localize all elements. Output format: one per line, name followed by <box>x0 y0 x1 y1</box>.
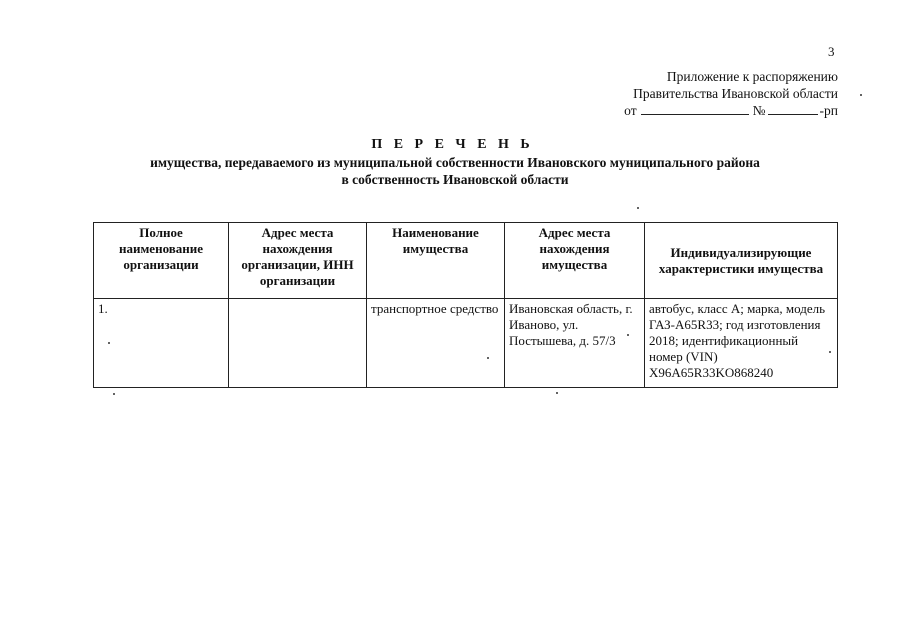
scan-speck <box>829 351 831 353</box>
appendix-header <box>560 68 838 119</box>
subtitle-line-1: имущества, передаваемого из муниципальной собственности Ивановского муниципального района <box>150 155 760 170</box>
appendix-number-label: № <box>752 103 766 118</box>
header-property-address: Адрес места нахождения имущества <box>505 223 645 299</box>
document-subtitle <box>110 154 800 188</box>
cell-property-name: транспортное средство <box>367 299 505 388</box>
appendix-line-2: Правительства Ивановской области <box>633 86 838 101</box>
cell-org-address <box>229 299 367 388</box>
date-blank <box>641 102 749 115</box>
scan-speck <box>556 392 558 394</box>
scan-speck <box>860 94 862 96</box>
subtitle-line-2: в собственность Ивановской области <box>341 172 569 187</box>
cell-characteristics: автобус, класс А; марка, модель ГАЗ-А65R33; год изготовления 2018; идентификационный номер (VIN) X96A65R33KO868240 <box>645 299 838 388</box>
page-number: 3 <box>828 44 835 59</box>
scan-speck <box>627 334 629 336</box>
header-property-name: Наименование имущества <box>367 223 505 299</box>
scan-speck <box>113 393 115 395</box>
table-row <box>94 299 838 388</box>
appendix-suffix: -рп <box>819 103 838 118</box>
scan-speck <box>637 207 639 209</box>
number-blank <box>768 102 818 115</box>
document-title: П Е Р Е Ч Е Н Ь <box>371 137 534 152</box>
appendix-from-label: от <box>624 103 637 118</box>
header-org-address: Адрес места нахождения организации, ИНН организации <box>229 223 367 299</box>
scan-speck <box>108 342 110 344</box>
header-org-name: Полное наименование организации <box>94 223 229 299</box>
cell-property-address: Ивановская область, г. Иваново, ул. Постышева, д. 57/3 <box>505 299 645 388</box>
appendix-line-1: Приложение к распоряжению <box>666 69 838 84</box>
header-characteristics: Индивидуализирующие характеристики имущества <box>645 223 838 299</box>
table-header-row <box>94 223 838 299</box>
appendix-line-3 <box>560 102 838 119</box>
cell-org-name: 1. <box>94 299 229 388</box>
scan-speck <box>487 357 489 359</box>
property-table <box>93 222 838 388</box>
